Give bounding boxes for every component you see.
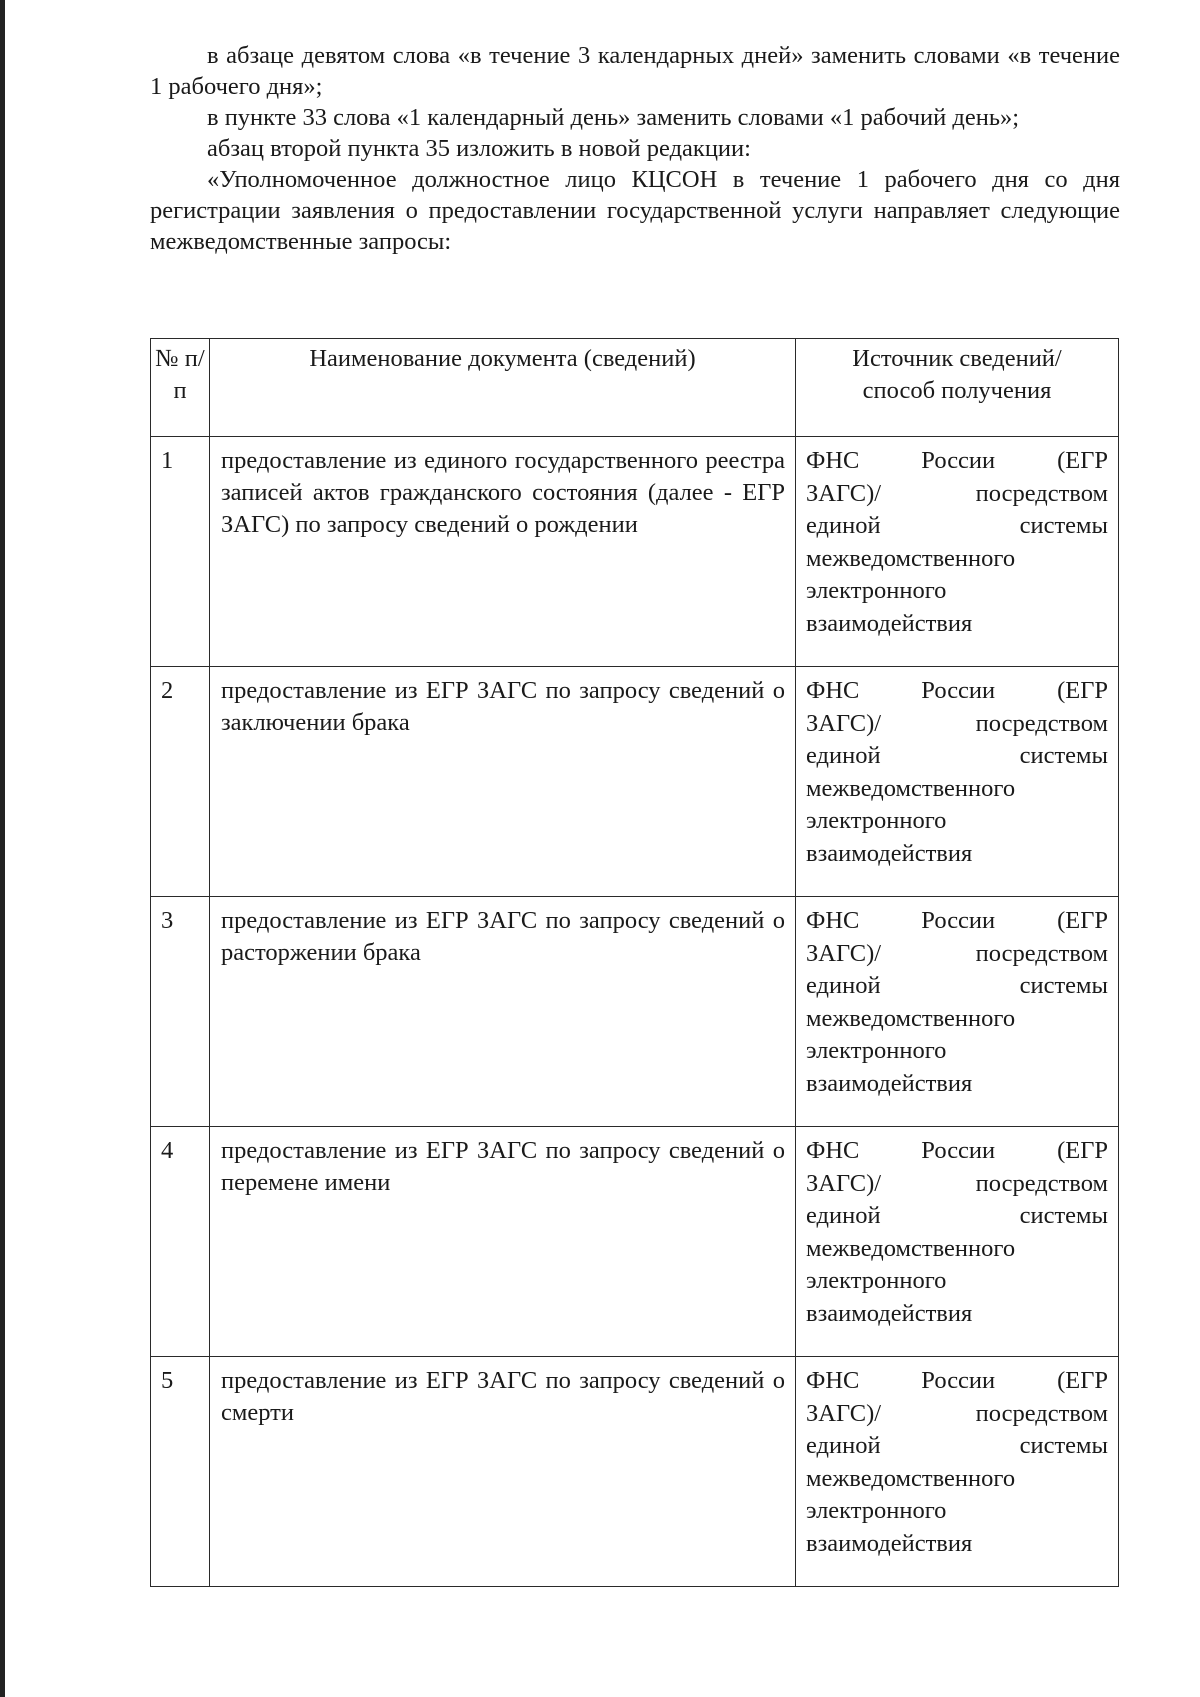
source-line: единой системы — [806, 1432, 1108, 1459]
source-line: взаимодействия — [806, 1069, 973, 1097]
source-line: ЗАГС)/ посредством — [806, 1169, 1108, 1197]
source-line: межведомственного — [806, 1234, 1016, 1262]
source-line: единой системы — [806, 512, 1108, 539]
source-line: электронного — [806, 807, 947, 834]
source-line: ФНС России (ЕГР — [806, 1137, 1108, 1164]
source-line: электронного — [806, 1497, 947, 1524]
source-line: электронного — [806, 1037, 947, 1064]
source-line: ФНС России (ЕГР — [806, 677, 1108, 704]
row-source — [796, 437, 1119, 667]
source-line: единой системы — [806, 742, 1108, 769]
table-row — [151, 437, 1119, 667]
source-line: ЗАГС)/ посредством — [806, 709, 1108, 737]
source-line: межведомственного — [806, 544, 1016, 572]
source-line: межведомственного — [806, 1004, 1016, 1032]
source-line: ФНС России (ЕГР — [806, 447, 1108, 474]
source-line: межведомственного — [806, 1464, 1016, 1492]
source-line: ЗАГС)/ посредством — [806, 1399, 1108, 1427]
row-document-name: предоставление из единого государственного реестра записей актов гражданского состояния (далее - ЕГР ЗАГС) по запросу сведений о рождении — [210, 437, 796, 667]
row-number: 2 — [151, 667, 210, 897]
row-source — [796, 1357, 1119, 1587]
source-line: ФНС России (ЕГР — [806, 907, 1108, 934]
row-source — [796, 1127, 1119, 1357]
source-line: электронного — [806, 1267, 947, 1294]
document-body — [150, 40, 1120, 257]
paragraph-4: «Уполномоченное должностное лицо КЦСОН в течение 1 рабочего дня со дня регистрации заявления о предоставлении государственной услуги направляет следующие межведомственные запросы: — [150, 166, 1120, 255]
header-document-name: Наименование документа (сведений) — [210, 339, 796, 437]
row-number: 5 — [151, 1357, 210, 1587]
row-document-name: предоставление из ЕГР ЗАГС по запросу сведений о расторжении брака — [210, 897, 796, 1127]
source-line: взаимодействия — [806, 839, 973, 867]
row-document-name: предоставление из ЕГР ЗАГС по запросу сведений о смерти — [210, 1357, 796, 1587]
row-number: 4 — [151, 1127, 210, 1357]
source-line: единой системы — [806, 972, 1108, 999]
paragraph-2: в пункте 33 слова «1 календарный день» заменить словами «1 рабочий день»; — [207, 104, 1020, 131]
table-row — [151, 1357, 1119, 1587]
row-document-name: предоставление из ЕГР ЗАГС по запросу сведений о перемене имени — [210, 1127, 796, 1357]
header-number: № п/п — [151, 339, 210, 437]
header-source: Источник сведений/способ получения — [796, 339, 1119, 437]
source-line: электронного — [806, 577, 947, 604]
row-document-name: предоставление из ЕГР ЗАГС по запросу сведений о заключении брака — [210, 667, 796, 897]
table-row — [151, 1127, 1119, 1357]
table-header-row — [151, 339, 1119, 437]
paragraph-1: в абзаце девятом слова «в течение 3 календарных дней» заменить словами «в течение 1 рабочего дня»; — [150, 42, 1120, 100]
source-line: взаимодействия — [806, 609, 973, 637]
scan-edge — [0, 0, 5, 1697]
row-number: 3 — [151, 897, 210, 1127]
table-row — [151, 667, 1119, 897]
row-source — [796, 897, 1119, 1127]
source-line: взаимодействия — [806, 1529, 973, 1557]
row-source — [796, 667, 1119, 897]
source-line: ФНС России (ЕГР — [806, 1367, 1108, 1394]
row-number: 1 — [151, 437, 210, 667]
paragraph-3: абзац второй пункта 35 изложить в новой редакции: — [207, 135, 751, 162]
source-line: межведомственного — [806, 774, 1016, 802]
source-line: ЗАГС)/ посредством — [806, 939, 1108, 967]
source-line: ЗАГС)/ посредством — [806, 479, 1108, 507]
table-row — [151, 897, 1119, 1127]
source-line: взаимодействия — [806, 1299, 973, 1327]
requests-table — [150, 338, 1119, 1587]
source-line: единой системы — [806, 1202, 1108, 1229]
